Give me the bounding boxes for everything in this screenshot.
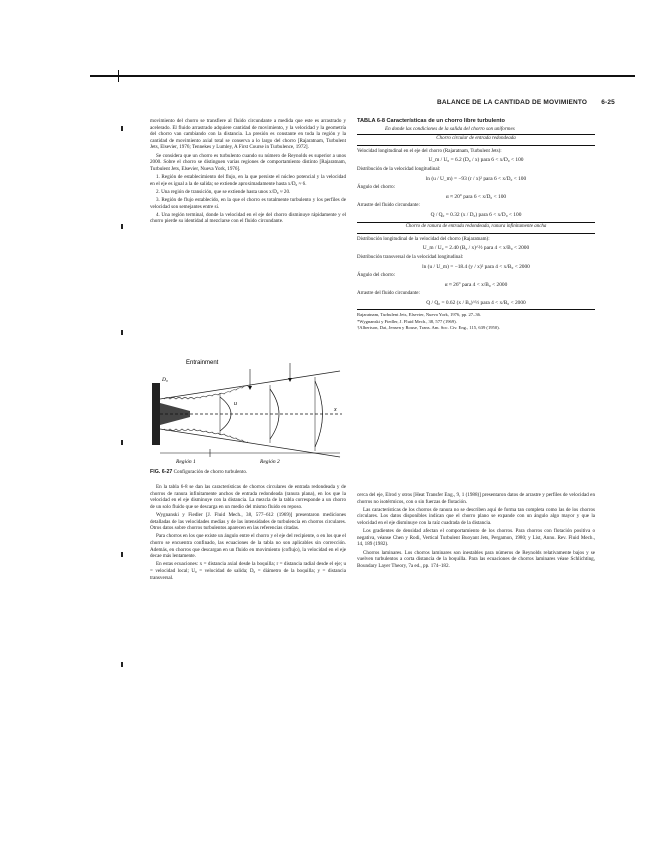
margin-mark	[121, 330, 123, 335]
table-equation: ln (u / U_m) = −93 (r / x)² para 6 < x/D₀ < 100	[425, 175, 527, 182]
right-column-bottom	[357, 492, 595, 571]
table-footnote: Rajaratnam, Turbulent Jets, Elsevier, Nueva York, 1976, pp. 27–36.	[357, 312, 482, 318]
table-equation: ln (u / U_m) = −18.4 (y / x)² para 4 < x/B₀ < 2000	[422, 263, 530, 270]
table-section-label: Distribución de la velocidad longitudinal:	[357, 166, 441, 172]
header-title: BALANCE DE LA CANTIDAD DE MOVIMIENTO	[436, 99, 588, 106]
running-header	[437, 99, 615, 106]
region1-label: Región 1	[176, 459, 196, 465]
figure-caption	[150, 469, 346, 475]
table-equation: α ≈ 20° para 6 < x/D₀ < 100	[445, 193, 507, 200]
table-equation: U_m / U₀ = 6.2 (D₀ / x) para 6 < x/D₀ < 100	[428, 157, 524, 164]
paragraph: En la tabla 6-8 se dan las características de chorros circulares de entrada redondeada y de chorros de ranura infinitamente anchos de entrada redondeada (ranura plana), en los que la velocidad en el eje disminuye con la distancia. La mezcla de la tabla corresponde a un chorro de un solo fluido que se descarga en un medio del mismo fluido en reposo.	[150, 484, 346, 510]
paragraph: Los gradientes de densidad afectan el comportamiento de los chorros. Para chorros con flotación positiva o negativa, véanse Chen y Rodi, Vertical Turbulent Buoyant Jets, Pergamon, 1980; y List, Annu. Rev. Fluid Mech., 14, 189 (1982).	[357, 528, 595, 548]
table-section-label: Arrastre del fluido circundante:	[357, 203, 420, 209]
table-equation: α ≈ 26° para 4 < x/B₀ < 2000	[444, 281, 508, 288]
table-heading: Chorro circular de entrada redondeada	[436, 136, 516, 142]
table-section-label: Distribución longitudinal de la velocidad del chorro (Rajaratnam):	[357, 236, 490, 242]
paragraph: Chorros laminares. Los chorros laminares son inestables para números de Reynolds relativamente bajos y se vuelven turbulentos a corta distancia de la boquilla. Para las ecuaciones de chorros laminares véase Schlichting, Boundary Layer Theory, 7a ed., pp. 174–182.	[357, 549, 595, 569]
paragraph: cerca del eje, Elrod y otros [Heat Transfer Eng., 9, 1 (1988)] presentaron datos de arrastre y perfiles de velocidad en chorros no isotérmicos, con o sin fuerzas de flotación.	[357, 492, 595, 505]
table-rule	[357, 222, 595, 223]
table-equation: U_m / U₀ = 2.40 (B₀ / x)^½ para 4 < x/B₀ < 2000	[422, 245, 530, 252]
table-subtitle: En donde las condiciones de la salida del chorro son uniformes	[385, 125, 515, 132]
paragraph: 4. Una región terminal, donde la velocidad en el eje del chorro disminuye rápidamente y el chorro pierde su identidad al mezclarse con el fluido circundante.	[150, 211, 346, 225]
page-number: 6-25	[601, 99, 615, 106]
entrainment-label: Entrainment	[186, 360, 219, 366]
margin-tick	[118, 70, 119, 82]
paragraph: En estas ecuaciones: x = distancia axial desde la boquilla; r = distancia radial desde el eje; u = velocidad local; U₀ = velocidad de salida; D₀ = diámetro de la boquilla; y = distancia transversal.	[150, 561, 346, 581]
margin-mark	[121, 126, 123, 131]
table-equation: Q / Q₀ = 0.32 (x / D₀) para 6 < x/D₀ < 100	[430, 211, 522, 218]
region2-label: Región 2	[260, 459, 280, 465]
table-section-label: Velocidad longitudinal en el eje del chorro (Rajaratnam, Turbulent Jets):	[357, 148, 502, 154]
figure-label: FIG. 6-27	[150, 469, 173, 475]
table-footnote: †Albertson, Dai, Jensen y Rouse, Trans. Am. Soc. Civ. Eng., 115, 639 (1950).	[357, 325, 500, 331]
paragraph: movimiento del chorro se transfiere al fluido circundante a medida que este es arrastrado y acelerado. El fluido arrastrado adquiere cantidad de movimiento, y la velocidad y la geometría del chorro van cambiando con la distancia. La presión es constante en toda la región y la cantidad de movimiento axial total se conserva a lo largo del chorro [Rajaratnam, Turbulent Jets, Elsevier, 1976; Tennekes y Lumley, A First Course in Turbulence, 1972].	[150, 118, 346, 151]
paragraph: Las características de los chorros de ranura no se describen aquí de forma tan completa como las de los chorros circulares. Los datos disponibles indican que el chorro plano se expande con un ángulo algo mayor y que la velocidad en el eje disminuye con la raíz cuadrada de la distancia.	[357, 506, 595, 526]
paragraph: Para chorros en los que existe un ángulo entre el chorro y el eje del recipiente, o en los que el chorro se encuentra confinado, las ecuaciones de la tabla no son aplicables sin corrección. Además, en chorros que descargan en un fluido en movimiento (coflujo), la velocidad en el eje decae más lentamente.	[150, 533, 346, 560]
d0-label: D₀	[162, 377, 168, 383]
u-label: u	[234, 401, 237, 407]
table-footnote: *Wygnanski y Fiedler, J. Fluid Mech., 38, 577 (1969).	[357, 318, 457, 324]
table-rule	[357, 134, 595, 135]
paragraph: Se considera que un chorro es turbulento cuando su número de Reynolds es superior a unos 2000. Sobre el chorro se distinguen varias regiones de comportamiento distinto [Rajaratnam, Turbulent Jets, Elsevier, Nueva York, 1976].	[150, 152, 346, 172]
left-column	[150, 118, 346, 226]
table-section-label: Ángulo del chorro:	[357, 185, 396, 191]
paragraph: Wygnanski y Fiedler [J. Fluid Mech., 38, 577–612 (1969)] presentaron mediciones detalladas de las velocidades medias y de las intensidades de turbulencia en chorros circulares. Otros datos sobre chorros turbulentos aparecen en las referencias citadas.	[150, 511, 346, 532]
x-axis-label: x	[334, 407, 337, 413]
table-6-8	[357, 118, 595, 332]
paragraph: 3. Región de flujo establecido, en la que el chorro es totalmente turbulento y los perfiles de velocidad son semejantes entre sí.	[150, 196, 346, 210]
paragraph: 2. Una región de transición, que se extiende hasta unos x/D₀ ≈ 20.	[156, 188, 291, 195]
table-equation: Q / Q₀ = 0.62 (x / B₀)^½ para 4 < x/B₀ < 2000	[426, 299, 526, 306]
margin-mark	[121, 552, 123, 557]
margin-mark	[121, 224, 123, 229]
header-rule	[90, 75, 635, 77]
table-title: TABLA 6-8 Características de un chorro libre turbulento	[357, 118, 505, 124]
figure-caption-text: Configuración de chorro turbulento.	[173, 469, 248, 475]
nozzle-wall	[152, 383, 160, 445]
left-column-bottom	[150, 484, 346, 583]
margin-mark	[121, 440, 123, 445]
table-rule	[357, 145, 595, 146]
table-heading-2: Chorro de ranura de entrada redondeada, ranura infinitamente ancha	[405, 224, 547, 230]
entrainment-arrowhead	[248, 386, 252, 390]
margin-mark	[121, 662, 123, 667]
turbulent-edge-upper	[164, 386, 248, 399]
entrainment-arrowhead	[288, 378, 292, 382]
turbulent-edge-lower	[164, 429, 248, 442]
jet-figure	[150, 353, 346, 471]
table-section-label: Distribución transversal de la velocidad longitudinal:	[357, 254, 464, 260]
paragraph: 1. Región de establecimiento del flujo, en la que persiste el núcleo potencial y la velocidad en el eje es igual a la de salida; se extiende aproximadamente hasta x/D₀ ≈ 6.	[150, 173, 346, 187]
table-rule	[357, 233, 595, 234]
table-section-label: Arrastre del fluido circundante:	[357, 291, 420, 297]
table-rule	[357, 309, 595, 310]
table-section-label: Ángulo del chorro:	[357, 273, 396, 279]
